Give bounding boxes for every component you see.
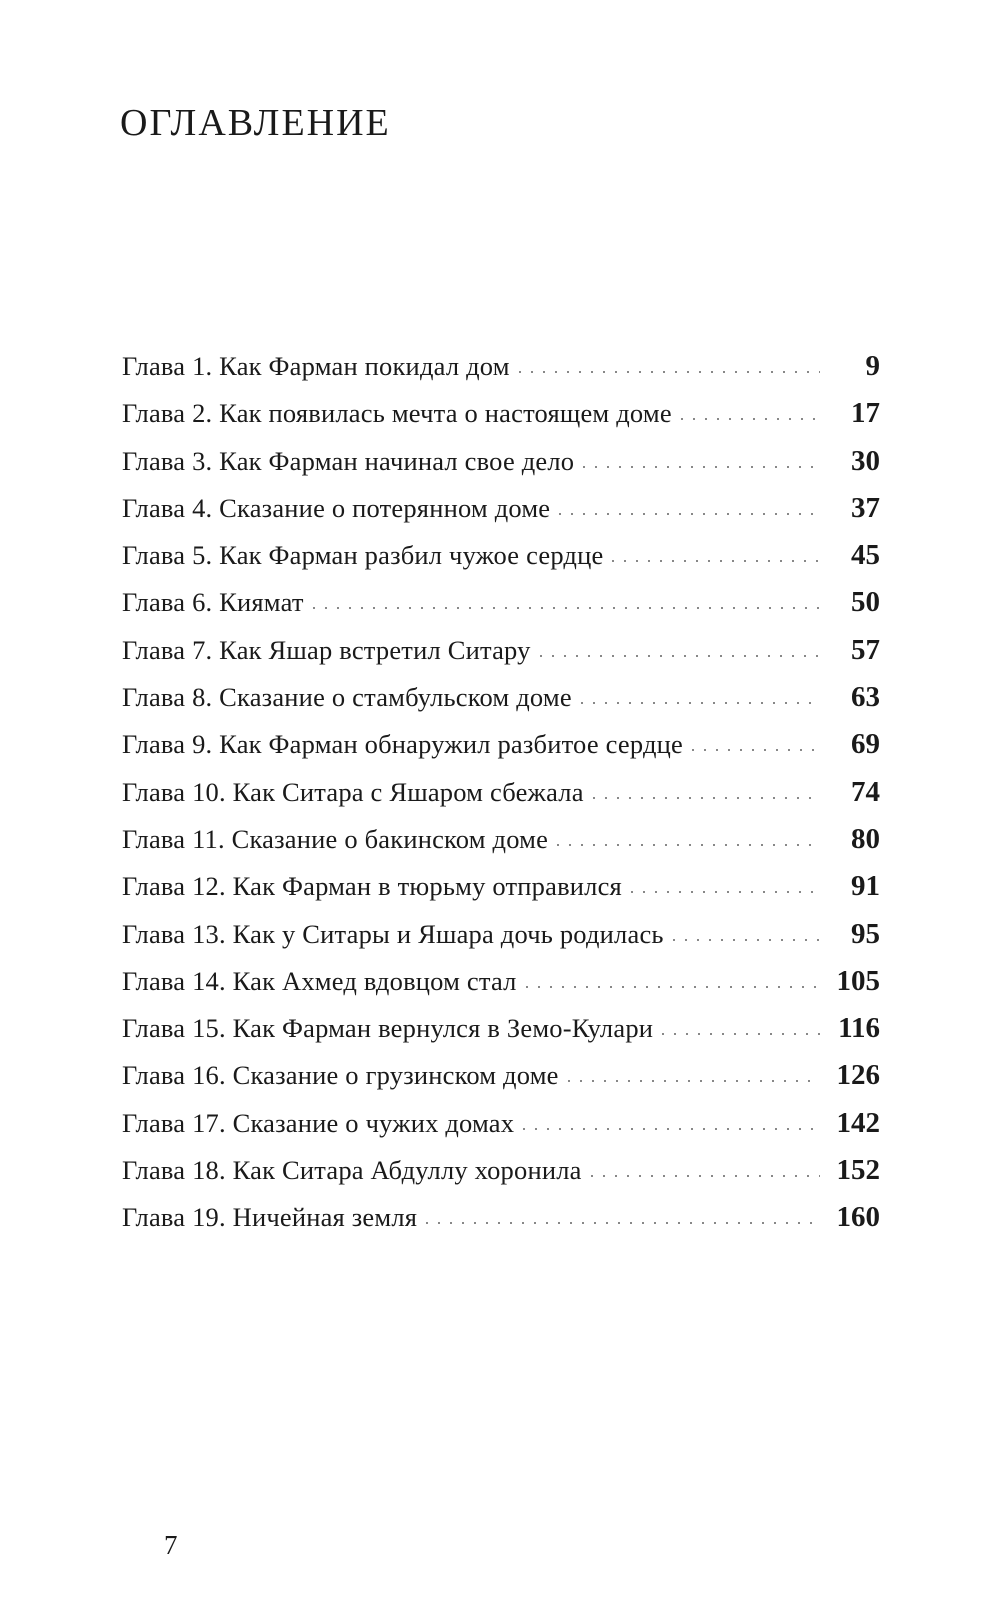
toc-page-number: 152: [836, 1154, 880, 1187]
toc-page-number: 105: [836, 964, 880, 997]
toc-entry[interactable]: [122, 397, 880, 444]
toc-page-number: 160: [836, 1201, 880, 1234]
dot-leader: [554, 513, 820, 515]
toc-entry[interactable]: [122, 1107, 880, 1154]
toc-page-number: 17: [851, 397, 880, 430]
toc-chapter-title: Глава 14. Как Ахмед вдовцом стал: [122, 965, 517, 996]
table-of-contents: [122, 350, 880, 1249]
toc-chapter-title: Глава 13. Как у Ситары и Яшара дочь родилась: [122, 918, 664, 949]
dot-leader: [676, 418, 820, 420]
toc-chapter-title: Глава 9. Как Фарман обнаружил разбитое сердце: [122, 729, 683, 760]
dot-leader: [552, 844, 820, 846]
dot-leader: [578, 466, 820, 468]
toc-chapter-title: Глава 7. Как Яшар встретил Ситару: [122, 634, 531, 665]
toc-chapter-title: Глава 17. Сказание о чужих домах: [122, 1107, 515, 1138]
toc-entry[interactable]: [122, 634, 880, 681]
toc-chapter-title: Глава 10. Как Ситара с Яшаром сбежала: [122, 776, 584, 807]
toc-page-number: 9: [865, 350, 880, 382]
toc-chapter-title: Глава 4. Сказание о потерянном доме: [122, 492, 551, 523]
dot-leader: [607, 560, 820, 562]
dot-leader: [308, 607, 820, 609]
dot-leader: [586, 1175, 820, 1177]
dot-leader: [514, 371, 820, 373]
dot-leader: [626, 891, 820, 893]
dot-leader: [588, 797, 820, 799]
toc-entry[interactable]: [122, 445, 880, 492]
toc-entry[interactable]: [122, 728, 880, 775]
toc-chapter-title: Глава 15. Как Фарман вернулся в Земо-Кулари: [122, 1013, 654, 1044]
toc-page-number: 142: [836, 1106, 880, 1139]
toc-entry[interactable]: [122, 776, 880, 823]
toc-chapter-title: Глава 5. Как Фарман разбил чужое сердце: [122, 540, 604, 571]
toc-page-number: 45: [851, 539, 880, 572]
toc-chapter-title: Глава 11. Сказание о бакинском доме: [122, 823, 549, 854]
toc-page-number: 116: [838, 1012, 880, 1045]
toc-entry[interactable]: [122, 681, 880, 728]
toc-chapter-title: Глава 1. Как Фарман покидал дом: [122, 351, 510, 381]
toc-page-number: 80: [851, 822, 880, 855]
dot-leader: [421, 1222, 820, 1224]
toc-entry[interactable]: [122, 965, 880, 1012]
dot-leader: [576, 702, 820, 704]
toc-page-number: 57: [851, 633, 880, 666]
dot-leader: [563, 1080, 820, 1082]
toc-entry[interactable]: [122, 1154, 880, 1201]
dot-leader: [521, 986, 820, 988]
toc-entry[interactable]: [122, 586, 880, 633]
page-number: 7: [164, 1530, 178, 1560]
dot-leader: [518, 1128, 820, 1130]
toc-chapter-title: Глава 6. Киямат: [122, 587, 304, 618]
toc-page-number: 91: [851, 870, 880, 903]
toc-entry[interactable]: [122, 492, 880, 539]
toc-page-number: 50: [851, 586, 880, 619]
toc-chapter-title: Глава 12. Как Фарман в тюрьму отправился: [122, 871, 622, 902]
toc-entry[interactable]: [122, 1201, 880, 1248]
toc-chapter-title: Глава 19. Ничейная земля: [122, 1202, 418, 1233]
toc-entry[interactable]: [122, 350, 880, 397]
dot-leader: [657, 1033, 820, 1035]
toc-chapter-title: Глава 8. Сказание о стамбульском доме: [122, 682, 572, 713]
toc-page-number: 30: [851, 444, 880, 477]
toc-page-number: 126: [836, 1059, 880, 1092]
toc-chapter-title: Глава 3. Как Фарман начинал свое дело: [122, 445, 575, 476]
toc-entry[interactable]: [122, 539, 880, 586]
toc-chapter-title: Глава 16. Сказание о грузинском доме: [122, 1060, 559, 1091]
toc-entry[interactable]: [122, 918, 880, 965]
toc-page-number: 95: [851, 917, 880, 950]
dot-leader: [535, 655, 820, 657]
toc-page-number: 63: [851, 681, 880, 714]
page-title: ОГЛАВЛЕНИЕ: [120, 102, 391, 144]
toc-entry[interactable]: [122, 1059, 880, 1106]
toc-page-number: 37: [851, 491, 880, 524]
toc-chapter-title: Глава 18. Как Ситара Абдуллу хоронила: [122, 1155, 582, 1186]
toc-page-number: 74: [851, 775, 880, 808]
toc-entry[interactable]: [122, 870, 880, 917]
toc-chapter-title: Глава 2. Как появилась мечта о настоящем доме: [122, 398, 672, 429]
dot-leader: [687, 749, 820, 751]
toc-entry[interactable]: [122, 823, 880, 870]
toc-page-number: 69: [851, 728, 880, 761]
toc-entry[interactable]: [122, 1012, 880, 1059]
dot-leader: [668, 939, 820, 941]
